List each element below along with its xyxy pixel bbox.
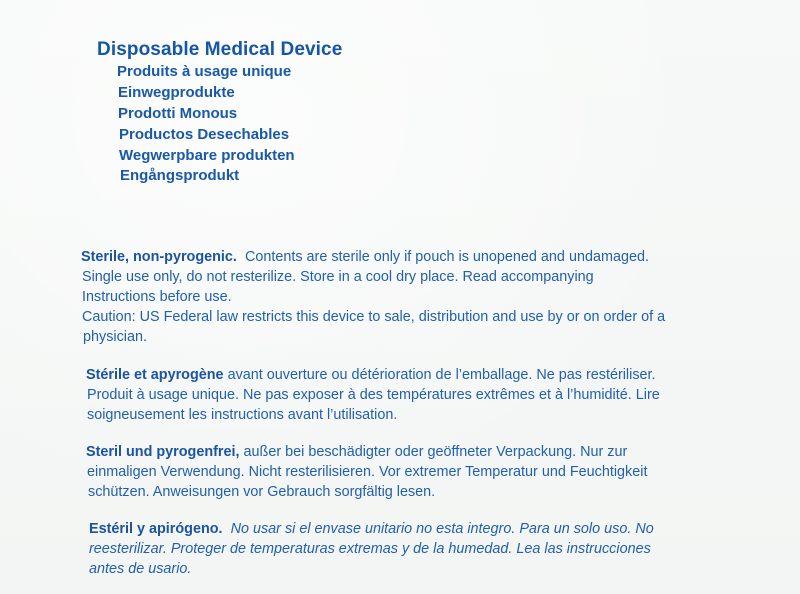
spanish-paragraph: [89, 519, 654, 579]
german-paragraph: [86, 442, 647, 502]
french-lead: Stérile et apyrogène: [86, 367, 224, 383]
translation-french: Produits à usage unique: [117, 63, 292, 80]
english-line-5: physician.: [83, 329, 147, 345]
english-line-3: Instructions before use.: [82, 289, 232, 305]
french-line-1: Stérile et apyrogène avant ouverture ou détérioration de l’emballage. Ne pas restériliser.: [86, 367, 656, 383]
german-line-1: Steril und pyrogenfrei, außer bei beschädigter oder geöffneter Verpackung. Nur zur: [86, 444, 628, 460]
spanish-line-1: Estéril y apirógeno. No usar si el envase unitario no esta integro. Para un solo uso. No: [89, 521, 654, 537]
translation-german: Einwegprodukte: [118, 84, 235, 101]
english-line-2: Single use only, do not resterilize. Store in a cool dry place. Read accompanying: [82, 269, 594, 285]
spanish-line-2: reesterilizar. Proteger de temperaturas extremas y de la humedad. Lea las instrucciones: [89, 541, 651, 557]
spanish-lead: Estéril y apirógeno.: [89, 521, 223, 537]
german-line-2: einmaligen Verwendung. Nicht resterilisieren. Vor extremer Temperatur und Feuchtigkeit: [87, 464, 648, 480]
english-line-4: Caution: US Federal law restricts this device to sale, distribution and use by or on order of a: [82, 309, 666, 325]
spanish-line-3: antes de usario.: [89, 561, 192, 577]
english-line-1: Sterile, non-pyrogenic. Contents are sterile only if pouch is unopened and undamaged.: [81, 249, 649, 265]
translation-italian: Prodotti Monous: [118, 105, 238, 122]
german-lead: Steril und pyrogenfrei,: [86, 444, 240, 460]
translation-dutch: Wegwerpbare produkten: [119, 147, 295, 164]
german-line-3: schützen. Anweisungen vor Gebrauch sorgfältig lesen.: [88, 484, 436, 500]
english-paragraph: [81, 247, 665, 347]
french-line-2: Produit à usage unique. Ne pas exposer à des températures extrêmes et à l’humidité. Lire: [87, 387, 660, 403]
product-title: Disposable Medical Device: [97, 39, 343, 60]
translation-swedish: Engångsprodukt: [120, 167, 240, 184]
english-lead: Sterile, non-pyrogenic.: [81, 249, 237, 265]
translation-spanish: Productos Desechables: [119, 126, 290, 143]
french-line-3: soigneusement les instructions avant l’utilisation.: [87, 407, 398, 423]
french-paragraph: [86, 365, 660, 425]
